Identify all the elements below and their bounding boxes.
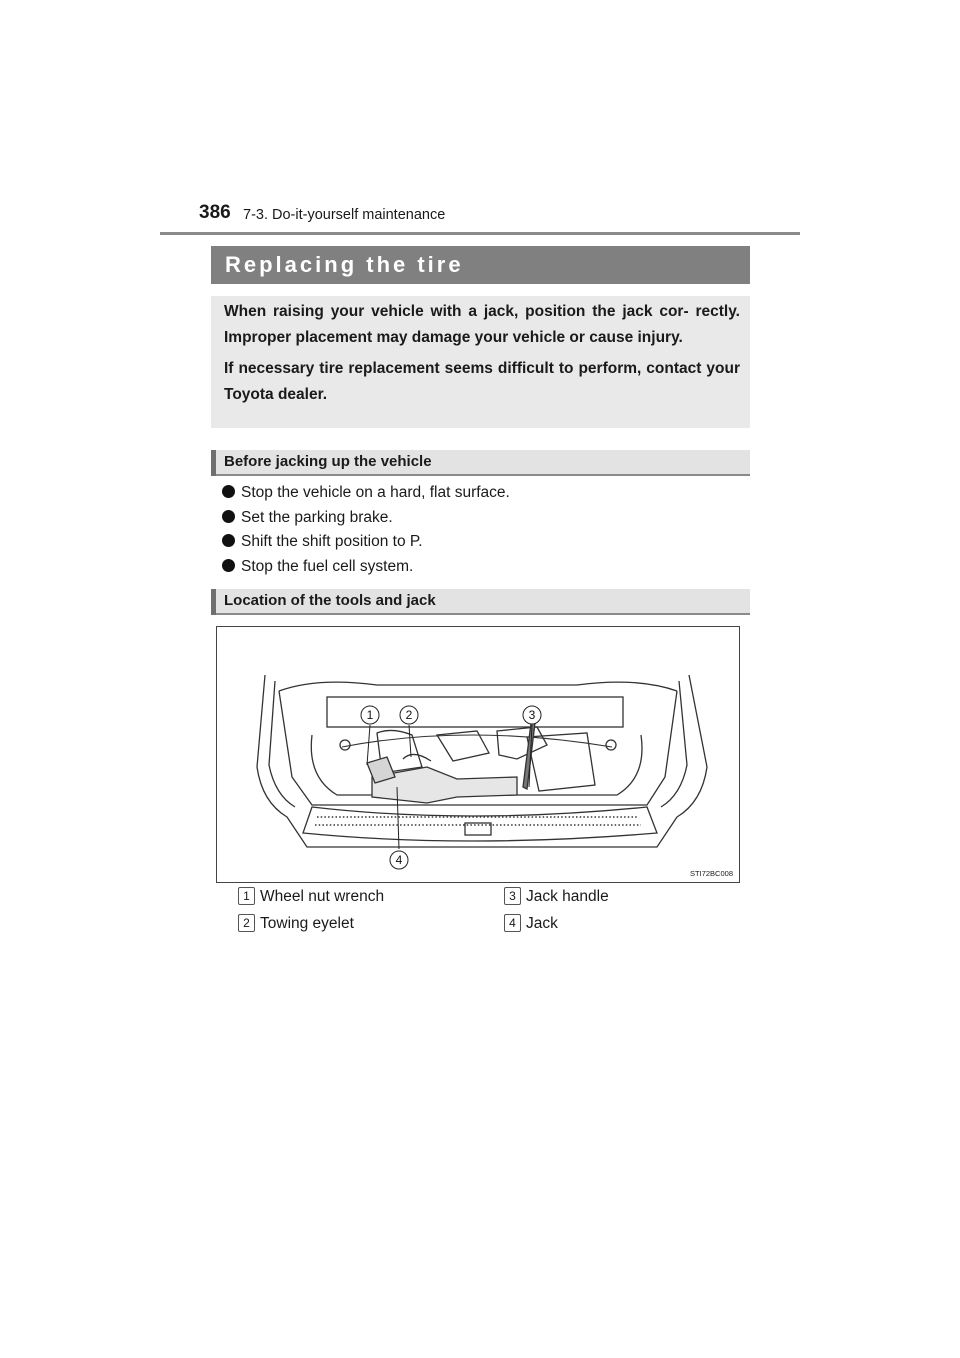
section-heading-tools-location xyxy=(211,589,750,615)
heading-text: Location of the tools and jack xyxy=(224,592,436,609)
legend-label: Jack xyxy=(526,915,558,932)
filled-circle-icon xyxy=(222,485,235,498)
header-divider xyxy=(160,232,800,235)
list-item: Shift the shift position to P. xyxy=(222,530,510,555)
filled-circle-icon xyxy=(222,510,235,523)
legend-number: 2 xyxy=(238,914,255,932)
legend-number: 4 xyxy=(504,914,521,932)
heading-text: Before jacking up the vehicle xyxy=(224,453,432,470)
legend-number: 1 xyxy=(238,887,255,905)
section-reference: 7-3. Do-it-yourself maintenance xyxy=(243,207,446,223)
trunk-illustration xyxy=(217,627,740,883)
precaution-list xyxy=(222,481,510,579)
legend-item xyxy=(504,914,558,933)
legend-label: Wheel nut wrench xyxy=(260,888,385,905)
legend-label: Towing eyelet xyxy=(260,915,354,932)
intro-paragraph-2: If necessary tire replacement seems difficult to perform, contact your Toyota dealer. xyxy=(224,360,740,403)
callout-label-4: 4 xyxy=(395,853,403,867)
title-bar xyxy=(211,246,750,284)
legend-item xyxy=(504,887,609,906)
callout-label-2: 2 xyxy=(405,708,413,722)
filled-circle-icon xyxy=(222,559,235,572)
legend-label: Jack handle xyxy=(526,888,609,905)
intro-paragraph-1: When raising your vehicle with a jack, position the jack cor- rectly. Improper placement may damage your vehicle or cause injury. xyxy=(224,303,740,346)
legend-number: 3 xyxy=(504,887,521,905)
legend-item xyxy=(238,914,354,933)
heading-marker xyxy=(211,450,216,476)
legend-item xyxy=(238,887,384,906)
page-number: 386 xyxy=(199,202,231,223)
list-item: Set the parking brake. xyxy=(222,506,510,531)
intro-box xyxy=(211,296,750,428)
callout-label-3: 3 xyxy=(528,708,536,722)
filled-circle-icon xyxy=(222,534,235,547)
figure-code: STI72BC008 xyxy=(690,869,733,878)
callout-label-1: 1 xyxy=(366,708,374,722)
list-item: Stop the fuel cell system. xyxy=(222,555,510,580)
trunk-tools-illustration xyxy=(216,626,740,883)
page-title: Replacing the tire xyxy=(225,252,464,277)
section-heading-before-jacking xyxy=(211,450,750,476)
list-item: Stop the vehicle on a hard, flat surface. xyxy=(222,481,510,506)
heading-marker xyxy=(211,589,216,615)
